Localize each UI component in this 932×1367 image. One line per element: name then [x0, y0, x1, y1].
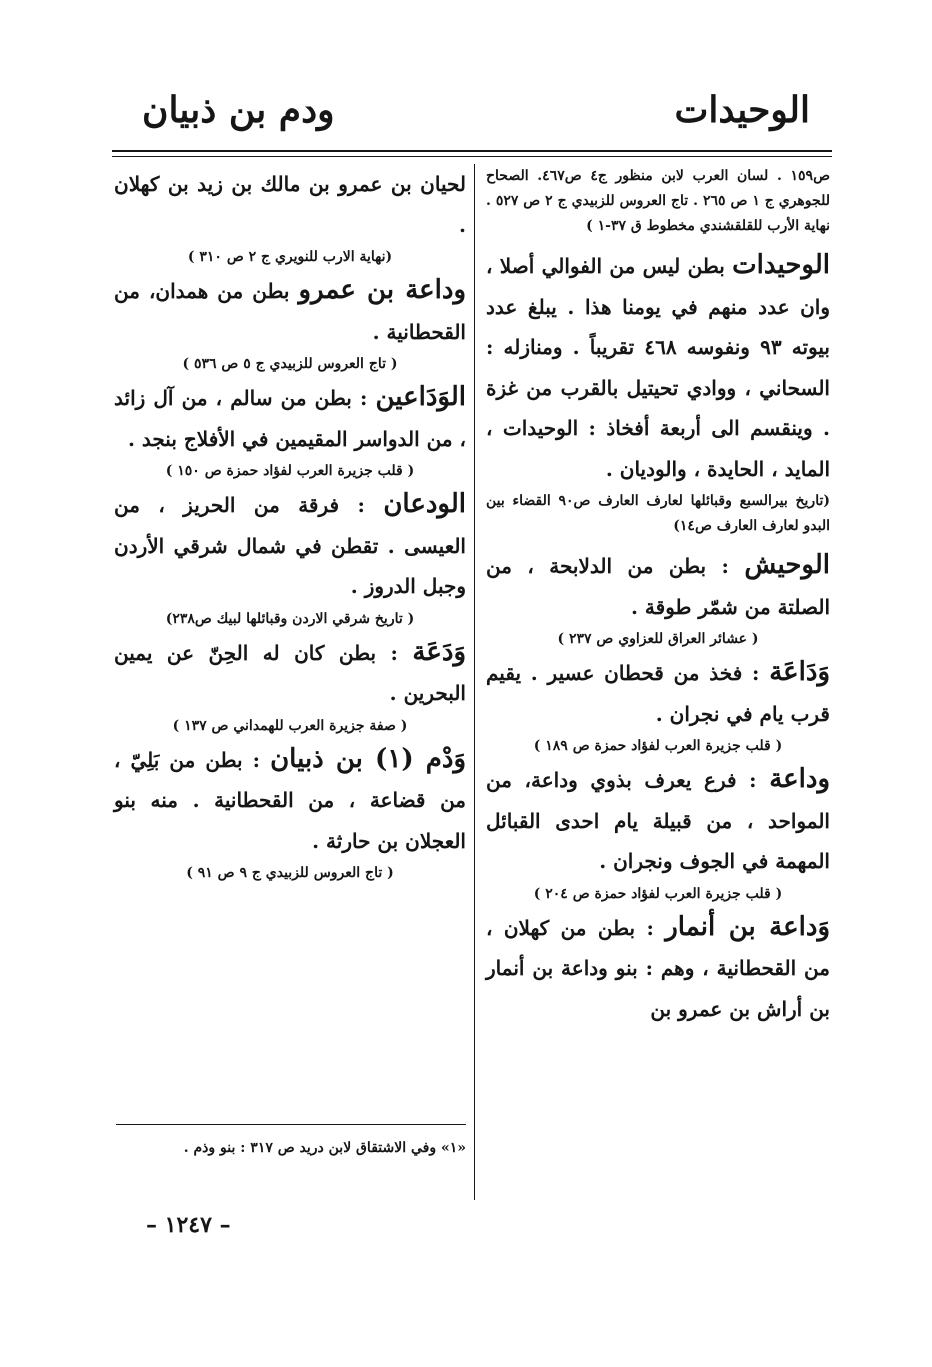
- citation: ( عشائر العراق للعزاوي ص ٢٣٧ ): [557, 631, 759, 647]
- entry: [114, 484, 466, 607]
- column-divider: [474, 164, 475, 1200]
- left-column: [114, 164, 466, 886]
- entry-text: : بطن كان له الحِنّ عن يمين البحرين .: [114, 640, 466, 705]
- entry-text: بطن ليس من الفوالي أصلا ، وان عدد منهم في يومنا هذا . يبلغ عدد بيوته ٩٣ ونفوسه ٤٦٨ تقريباً . ومنازله : السحاني ، ووادي تحيتيل بالقرب من غزة . وينقسم الى أربعة أفخاذ : الوحيدات ، المايد ، الحايدة ، والوديان .: [486, 254, 830, 481]
- entry-text: : بطن من الدلابحة ، من الصلتة من شمّر طوقة .: [486, 554, 830, 619]
- entry: [486, 245, 830, 489]
- entry-text: : بطن من سالم ، من آل زائد ، من الدواسر المقيمين في الأفلاج بنجد .: [114, 386, 466, 451]
- entry-text: : فرع يعرف بذوي وداعة، من المواحد ، من قبيلة يام احدى القبائل المهمة في الجوف ونجران .: [486, 768, 830, 873]
- entry-text: : بطن من كهلان ، من القحطانية ، وهم : بنو وداعة بن أنمار بن أراش بن عمرو بن: [486, 915, 830, 1021]
- footnote: «١» وفي الاشتقاق لابن دريد ص ٣١٧ : بنو وذم .: [183, 1140, 466, 1156]
- citation: (نهاية الارب للنويري ج ٢ ص ٣١٠ ): [187, 249, 393, 265]
- footnote-rule: [116, 1124, 466, 1125]
- citation: ( قلب جزيرة العرب لفؤاد حمزة ص ٢٠٤ ): [533, 885, 783, 902]
- entry-head: الوحيش: [744, 550, 830, 580]
- citation: ( صفة جزيرة العرب للهمداني ص ١٣٧ ): [172, 717, 408, 734]
- citation: ( تاج العروس للزبيدي ج ٥ ص ٥٣٦ ): [182, 356, 398, 372]
- entry-continuation: لحيان بن عمرو بن مالك بن زيد بن كهلان .: [114, 172, 466, 237]
- entry: [486, 652, 830, 734]
- entry-head: الوَدَاعين: [375, 382, 466, 412]
- entry-head: وداعة بن عمرو: [298, 275, 466, 305]
- header-rule-thin: [112, 156, 832, 157]
- citation: ( قلب جزيرة العرب لفؤاد حمزة ص ١٥٠ ): [165, 463, 415, 479]
- entry-text: : فرقة من الحريز ، من العيسى . تقطن في شمال شرقي الأردن وجبل الدروز .: [114, 493, 466, 598]
- right-column: [486, 164, 830, 1029]
- entry: [486, 545, 830, 627]
- running-head-right: الوحيدات: [674, 89, 810, 131]
- citation: ص١٥٩ . لسان العرب لابن منظور ج٤ ص٤٦٧. الصحاح للجوهري ج ١ ص ٢٦٥ . تاج العروس للزبيدي ج ٢ ص ٥٢٧ . نهاية الأرب للقلقشندي مخطوط ق ٣٧-١ ): [486, 168, 830, 234]
- running-head-left: ودم بن ذبيان: [142, 89, 335, 131]
- entry: [114, 739, 466, 862]
- entry-head: وَداعة بن أنمار: [665, 911, 830, 942]
- citation: ( قلب جزيرة العرب لفؤاد حمزة ص ١٨٩ ): [533, 738, 783, 754]
- entry: [486, 907, 830, 1030]
- entry-text: : بطن من بَلِيّ ، من قضاعة ، من القحطانية . منه بنو العجلان بن حارثة .: [114, 747, 466, 853]
- entry-head: الودعان: [383, 489, 466, 519]
- entry-head: الوحيدات: [732, 250, 830, 280]
- entry: [486, 759, 830, 882]
- entry-head: وداعة: [769, 764, 830, 794]
- entry-text: بطن من همدان، من القحطانية .: [114, 279, 466, 344]
- page-number: – ١٢٤٧ –: [146, 1212, 231, 1238]
- entry: [114, 270, 466, 352]
- citation: ( تاج العروس للزبيدي ج ٩ ص ٩١ ): [186, 865, 394, 881]
- entry-head: وَدَعَة: [412, 636, 466, 667]
- entry: [114, 632, 466, 714]
- header-rule: [112, 150, 832, 152]
- entry-text: : فخذ من قحطان عسير . يقيم قرب يام في نجران .: [486, 661, 830, 726]
- citation: (تاريخ بيرالسبع وقبائلها لعارف العارف ص٩٠ القضاء بين البدو لعارف العارف ص١٤): [486, 493, 830, 534]
- entry: [114, 377, 466, 459]
- entry-head: وَدَاعَة: [769, 657, 830, 687]
- entry-head: وَدْم (١) بن ذبيان: [270, 743, 466, 774]
- citation: ( تاريخ شرقي الاردن وقبائلها لبيك ص٢٣٨): [165, 610, 415, 627]
